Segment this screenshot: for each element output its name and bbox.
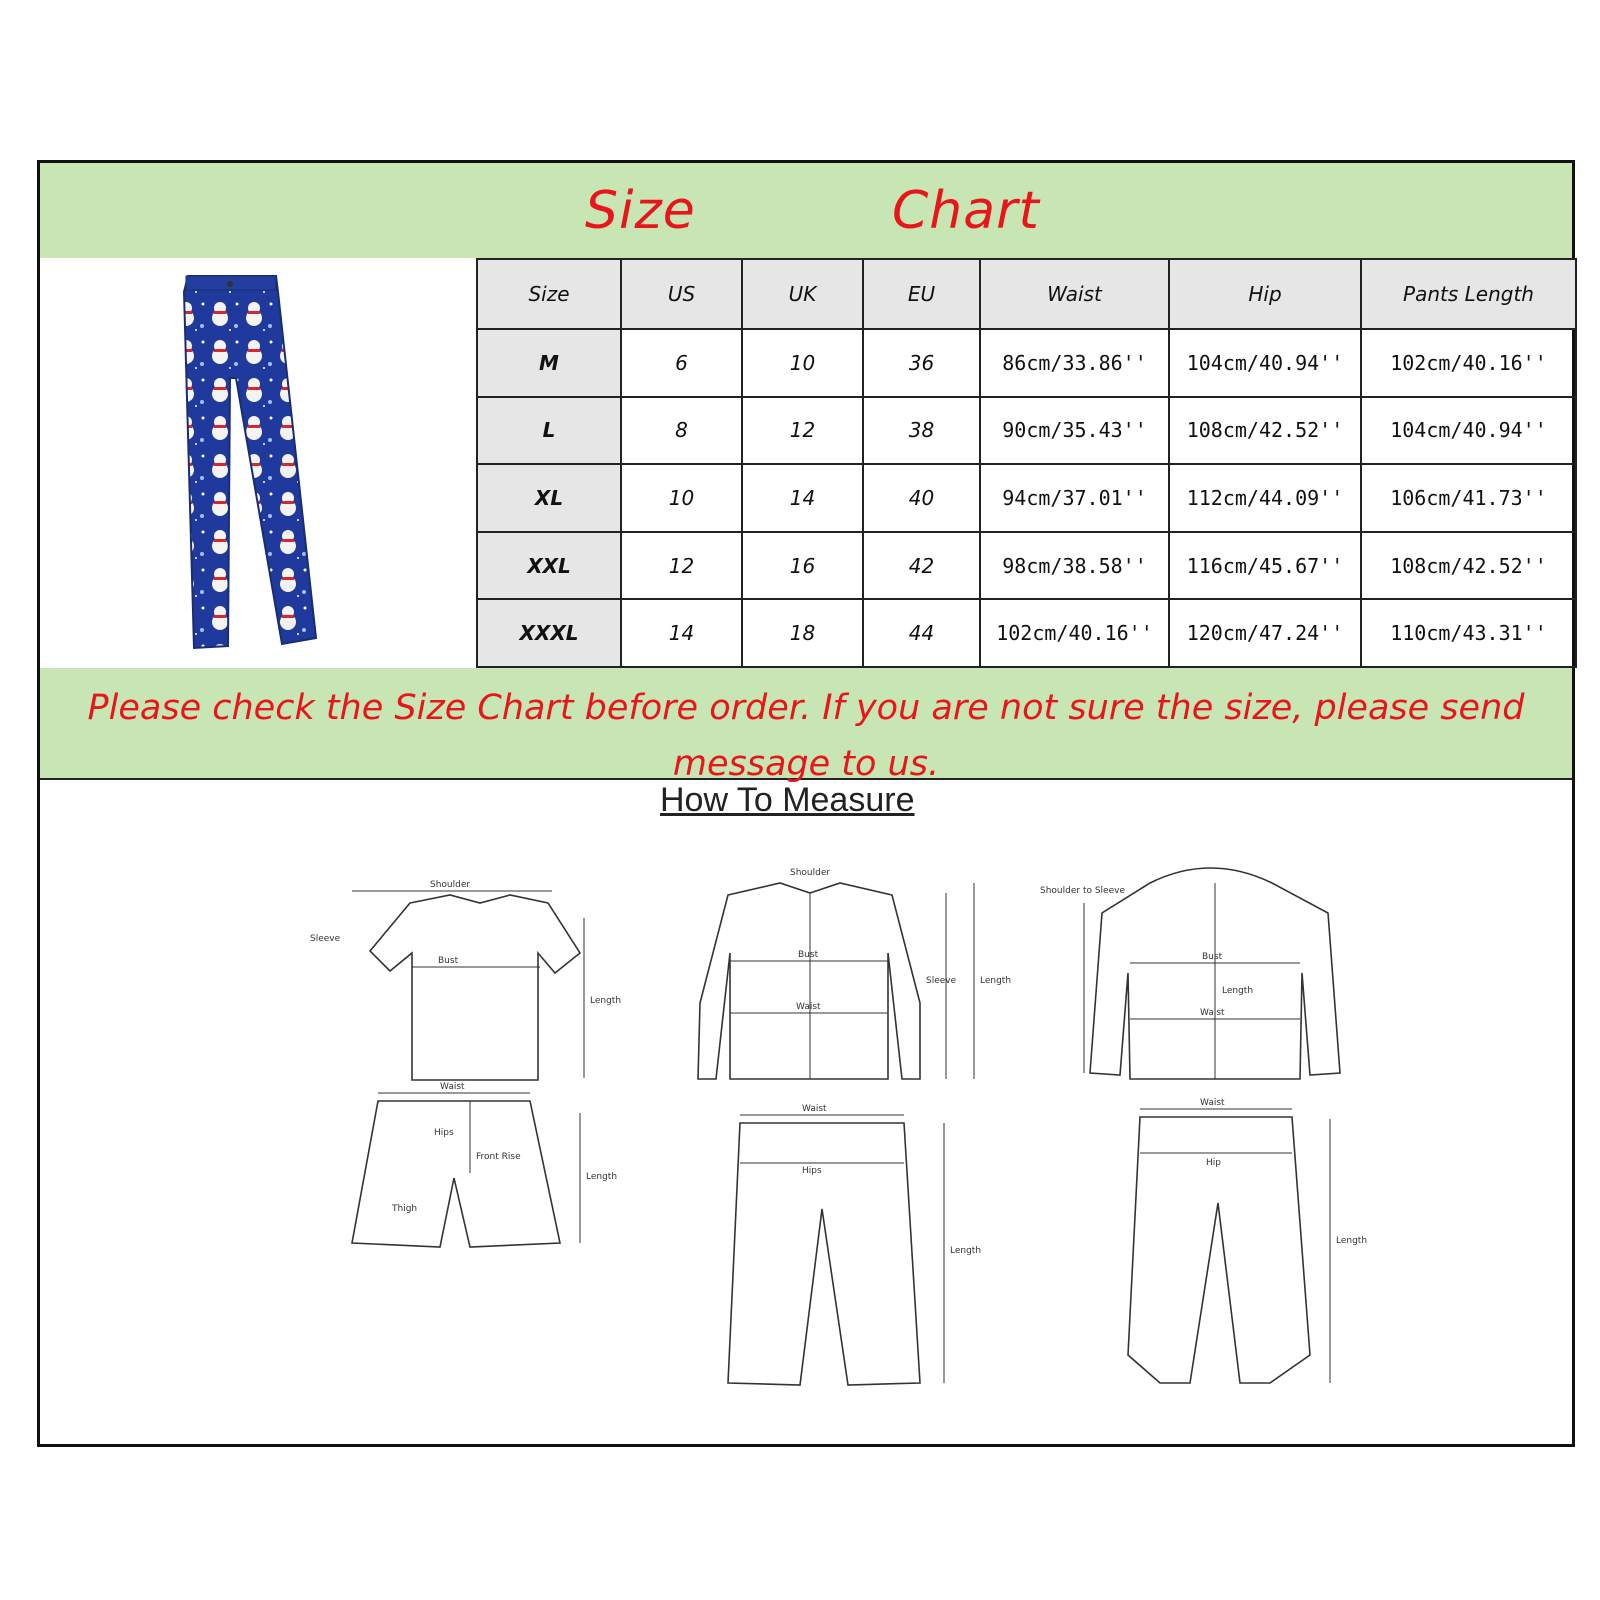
- header-us: US: [621, 259, 742, 329]
- cell-uk: 16: [742, 532, 863, 600]
- label-length: Length: [590, 996, 622, 1006]
- cell-eu: 36: [863, 329, 980, 397]
- table-row: [477, 532, 1576, 600]
- label-sleeve: Sleeve: [926, 976, 957, 986]
- cell-hip: 116cm/45.67'': [1169, 532, 1361, 600]
- label-waist: Waist: [1200, 1098, 1225, 1108]
- tshirt-diagram: [310, 880, 621, 1080]
- table-row: [477, 397, 1576, 465]
- size-table: [476, 258, 1577, 668]
- label-waist: Waist: [440, 1082, 465, 1092]
- cell-eu: 40: [863, 464, 980, 532]
- cell-waist: 94cm/37.01'': [980, 464, 1169, 532]
- shirt-diagram: [698, 868, 1011, 1079]
- header-waist: Waist: [980, 259, 1169, 329]
- label-bust: Bust: [438, 956, 459, 966]
- label-waist: Waist: [802, 1104, 827, 1114]
- cell-pants-length: 104cm/40.94'': [1361, 397, 1576, 465]
- label-length: Length: [980, 976, 1012, 986]
- label-waist: Waist: [1200, 1008, 1225, 1018]
- product-image-panel: [40, 258, 476, 668]
- label-hip: Hip: [1206, 1158, 1221, 1168]
- header-uk: UK: [742, 259, 863, 329]
- cell-us: 6: [621, 329, 742, 397]
- cell-hip: 108cm/42.52'': [1169, 397, 1361, 465]
- cell-hip: 120cm/47.24'': [1169, 599, 1361, 667]
- notice-band: [40, 668, 1572, 784]
- cell-pants-length: 108cm/42.52'': [1361, 532, 1576, 600]
- cell-uk: 18: [742, 599, 863, 667]
- label-length: Length: [1336, 1236, 1368, 1246]
- label-hips: Hips: [802, 1166, 822, 1176]
- label-shoulder-to-sleeve: Shoulder to Sleeve: [1040, 886, 1125, 896]
- table-row: [477, 599, 1576, 667]
- cell-size: L: [477, 397, 621, 465]
- header-hip: Hip: [1169, 259, 1361, 329]
- label-sleeve: Sleeve: [310, 934, 341, 944]
- cell-uk: 14: [742, 464, 863, 532]
- cell-us: 14: [621, 599, 742, 667]
- pants-diagram: [728, 1104, 981, 1385]
- cell-pants-length: 102cm/40.16'': [1361, 329, 1576, 397]
- cell-waist: 86cm/33.86'': [980, 329, 1169, 397]
- label-bust: Bust: [1202, 952, 1223, 962]
- cell-us: 8: [621, 397, 742, 465]
- cell-us: 10: [621, 464, 742, 532]
- pants-product-image: [40, 258, 476, 668]
- label-length: Length: [1222, 986, 1254, 996]
- cell-size: XXL: [477, 532, 621, 600]
- header-size: Size: [477, 259, 621, 329]
- shorts-diagram: [352, 1082, 617, 1247]
- title-band: [40, 163, 1572, 258]
- cell-waist: 102cm/40.16'': [980, 599, 1169, 667]
- cell-hip: 104cm/40.94'': [1169, 329, 1361, 397]
- label-waist: Waist: [796, 1002, 821, 1012]
- label-length: Length: [950, 1246, 982, 1256]
- cell-size: XL: [477, 464, 621, 532]
- cell-pants-length: 106cm/41.73'': [1361, 464, 1576, 532]
- label-shoulder: Shoulder: [790, 868, 831, 878]
- table-row: [477, 329, 1576, 397]
- cell-size: M: [477, 329, 621, 397]
- cell-eu: 38: [863, 397, 980, 465]
- hoodie-diagram: [1040, 868, 1340, 1079]
- table-row: [477, 464, 1576, 532]
- cell-eu: 44: [863, 599, 980, 667]
- label-bust: Bust: [798, 950, 819, 960]
- cell-pants-length: 110cm/43.31'': [1361, 599, 1576, 667]
- label-front-rise: Front Rise: [476, 1152, 521, 1162]
- measurement-diagrams: [40, 823, 1572, 1443]
- cell-eu: 42: [863, 532, 980, 600]
- label-thigh: Thigh: [392, 1204, 418, 1214]
- table-header-row: [477, 259, 1576, 329]
- label-hips: Hips: [434, 1128, 454, 1138]
- joggers-diagram: [1128, 1098, 1367, 1383]
- cell-waist: 98cm/38.58'': [980, 532, 1169, 600]
- cell-size: XXXL: [477, 599, 621, 667]
- header-pants-length: Pants Length: [1361, 259, 1576, 329]
- cell-uk: 12: [742, 397, 863, 465]
- label-length: Length: [586, 1172, 618, 1182]
- cell-uk: 10: [742, 329, 863, 397]
- label-shoulder: Shoulder: [430, 880, 471, 890]
- title-chart: Chart: [892, 181, 1040, 241]
- header-eu: EU: [863, 259, 980, 329]
- how-to-measure-title: How To Measure: [660, 781, 915, 819]
- cell-waist: 90cm/35.43'': [980, 397, 1169, 465]
- size-chart-frame: [37, 160, 1575, 1447]
- title-size: Size: [585, 181, 696, 241]
- cell-us: 12: [621, 532, 742, 600]
- cell-hip: 112cm/44.09'': [1169, 464, 1361, 532]
- notice-text: Please check the Size Chart before order. If you are not sure the size, please send message to us.: [87, 688, 1525, 784]
